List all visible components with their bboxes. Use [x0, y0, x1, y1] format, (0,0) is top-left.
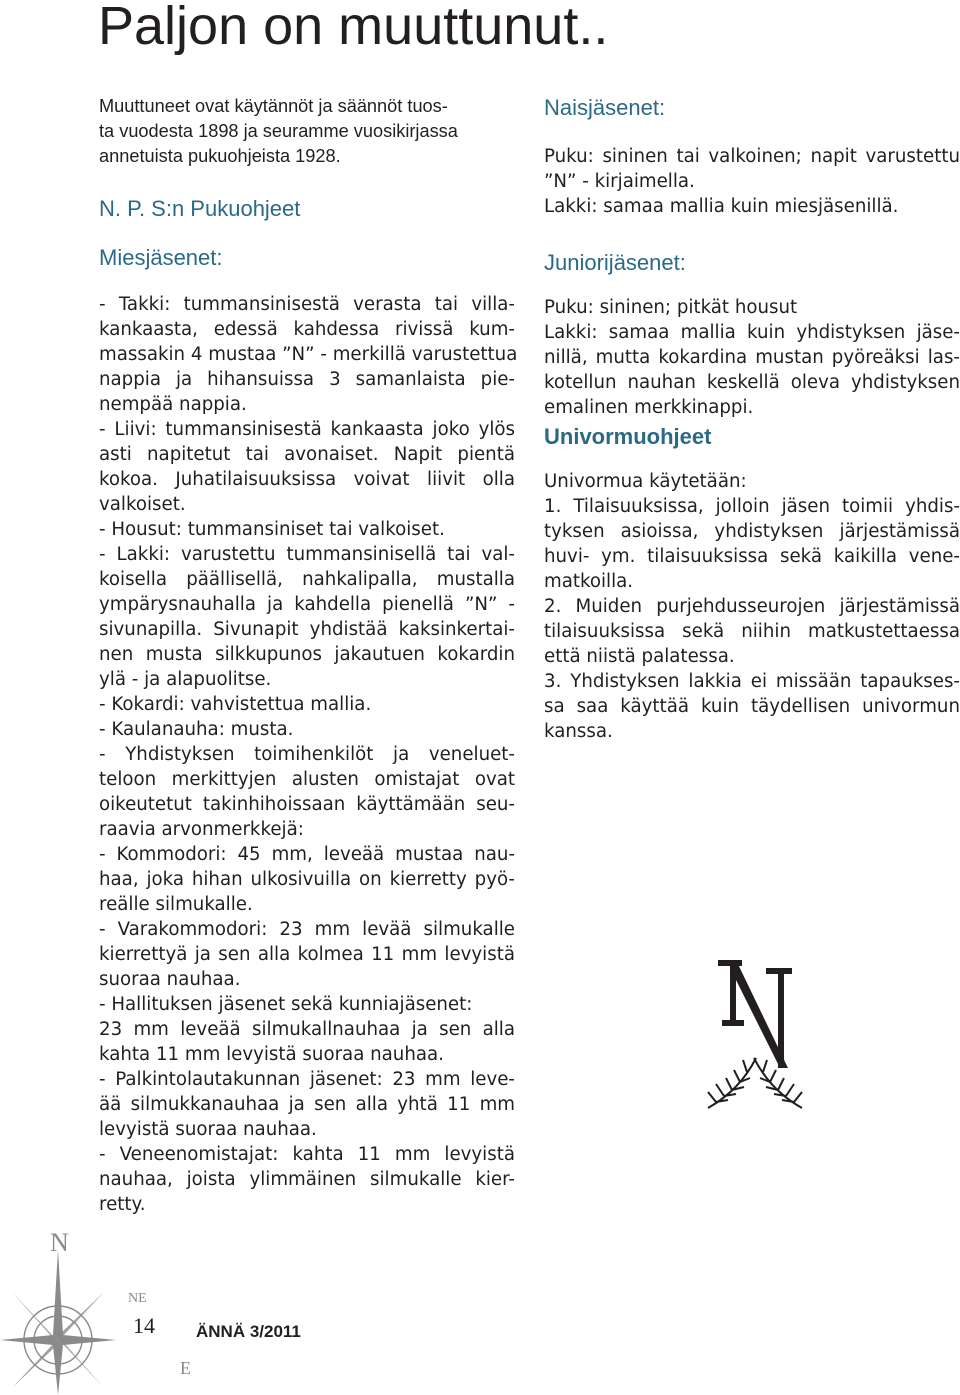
text-line: valkoiset. [99, 494, 186, 515]
page-title: Paljon on muuttunut.. [98, 0, 609, 56]
text-line: kierrettyä ja sen alla kolmea 11 mm levyistä [99, 944, 515, 965]
text-line: - Takki: tummansinisestä verasta tai villa- [99, 294, 515, 315]
text-line: asti napitetut tai avonaiset. Napit pientä [99, 444, 515, 465]
text-line: Univormua käytetään: [544, 471, 747, 492]
compass-rose-icon [0, 1240, 130, 1395]
right-column [544, 94, 960, 744]
text-line: Lakki: samaa mallia kuin miesjäsenillä. [544, 196, 899, 217]
issue-label: ÄNNÄ 3/2011 [196, 1322, 301, 1341]
club-emblem-icon [700, 950, 810, 1120]
text-line: emalinen merkkinappi. [544, 397, 754, 418]
text-line: - Hallituksen jäsenet sekä kunniajäsenet: [99, 994, 473, 1015]
text-line: nillä, mutta kokardina mustan pyöreäksi las- [544, 347, 960, 368]
text-line: - Varakommodori: 23 mm levää silmukalle [99, 919, 515, 940]
text-line: 1. Tilaisuuksissa, jolloin jäsen toimii yhdis- [544, 496, 960, 517]
text-line: Puku: sininen tai valkoinen; napit varustettu [544, 146, 960, 167]
text-line: ”N” - kirjaimella. [544, 171, 695, 192]
text-line: sa saa käyttää kuin täydellisen univormun [544, 696, 960, 717]
text-line: ää silmukkanauhaa ja sen alla yhtä 11 mm [99, 1094, 515, 1115]
text-line: - Yhdistyksen toimihenkilöt ja veneluet- [99, 744, 515, 765]
text-line: koisella päällisellä, nahkalipalla, mustalla [99, 569, 515, 590]
page-number: 14 [133, 1313, 155, 1338]
text-line: nauhaa, joista ylimmäinen silmukalle kier- [99, 1169, 515, 1190]
text-line: että niistä palatessa. [544, 646, 735, 667]
text-line: 2. Muiden purjehdusseurojen järjestämissä [544, 596, 960, 617]
text-line: - Kommodori: 45 mm, leveää mustaa nau- [99, 844, 515, 865]
text-line: huvi- ym. tilaisuuksissa sekä kaikilla vene- [544, 546, 960, 567]
text-line: kotellun nauhan keskellä oleva yhdistyksen [544, 372, 960, 393]
women-rules-text [544, 144, 960, 249]
junior-heading: Juniorijäsenet: [544, 250, 686, 275]
text-line: tilaisuuksissa sekä niihin matkustettaessa [544, 621, 960, 642]
junior-rules-text [544, 295, 960, 423]
text-line: kokoa. Juhatilaisuuksissa voivat liivit olla [99, 469, 515, 490]
text-line: - Kokardi: vahvistettua mallia. [99, 694, 372, 715]
text-line: - Liivi: tummansinisestä kankaasta joko ylös [99, 419, 515, 440]
text-line: kankaasta, edessä kahdessa rivissä kum- [99, 319, 515, 340]
left-column [99, 94, 518, 1217]
text-line: nappia ja hihansuissa 3 samanlaista pie- [99, 369, 515, 390]
text-line: oikeutetut takinhihoissaan käyttämään seu- [99, 794, 515, 815]
text-line: suoraa nauhaa. [99, 969, 241, 990]
text-line: haa, joka hihan ulkosivuilla on kierretty pyö- [99, 869, 515, 890]
uniform-rules-text [544, 469, 960, 744]
uniform-heading: Univormuohjeet [544, 424, 712, 449]
text-line: nen musta silkkupunos jakautuen kokardin [99, 644, 515, 665]
women-heading: Naisjäsenet: [544, 95, 666, 120]
text-line: ylä - ja alapuolitse. [99, 669, 272, 690]
text-line: - Veneenomistajat: kahta 11 mm levyistä [99, 1144, 515, 1165]
text-line: teloon merkittyjen alusten omistajat ovat [99, 769, 515, 790]
text-line: kanssa. [544, 721, 613, 742]
text-line: 23 mm leveää silmukallnauhaa ja sen alla [99, 1019, 515, 1040]
text-line: ympärysnauhalla ja kahdella pienellä ”N” - [99, 594, 515, 615]
text-line: - Lakki: varustettu tummansinisellä tai val- [99, 544, 515, 565]
text-line: - Kaulanauha: musta. [99, 719, 294, 740]
text-line: - Palkintolautakunnan jäsenet: 23 mm leve- [99, 1069, 515, 1090]
intro-line: ta vuodesta 1898 ja seuramme vuosikirjassa [99, 121, 458, 141]
text-line: - Housut: tummansiniset tai valkoiset. [99, 519, 445, 540]
men-heading: Miesjäsenet: [99, 245, 223, 270]
text-line: kahta 11 mm levyistä suoraa nauhaa. [99, 1044, 444, 1065]
text-line: raavia arvonmerkkejä: [99, 819, 304, 840]
text-line: matkoilla. [544, 571, 634, 592]
rules-heading: N. P. S:n Pukuohjeet [99, 196, 301, 221]
compass-north-label: N [50, 1228, 69, 1257]
text-line: tyksen asioissa, yhdistyksen järjestämissä [544, 521, 960, 542]
intro-line: annetuista pukuohjeista 1928. [99, 146, 341, 166]
men-rules-text [99, 292, 518, 1217]
text-line: retty. [99, 1194, 146, 1215]
text-line: Lakki: samaa mallia kuin yhdistyksen jäse- [544, 322, 960, 343]
compass-east-label: E [180, 1358, 191, 1378]
text-line: reälle silmukalle. [99, 894, 253, 915]
text-line: levyistä suoraa nauhaa. [99, 1119, 317, 1140]
compass-northeast-label: NE [128, 1291, 147, 1306]
text-line: 3. Yhdistyksen lakkia ei missään tapaukses- [544, 671, 960, 692]
intro-paragraph [99, 94, 515, 195]
text-line: Puku: sininen; pitkät housut [544, 297, 798, 318]
text-line: nempää nappia. [99, 394, 247, 415]
text-line: sivunapilla. Sivunapit yhdistää kaksinkertai- [99, 619, 515, 640]
intro-line: Muuttuneet ovat käytännöt ja säännöt tuos- [99, 96, 448, 116]
text-line: massakin 4 mustaa ”N” - merkillä varustettua [99, 344, 518, 365]
